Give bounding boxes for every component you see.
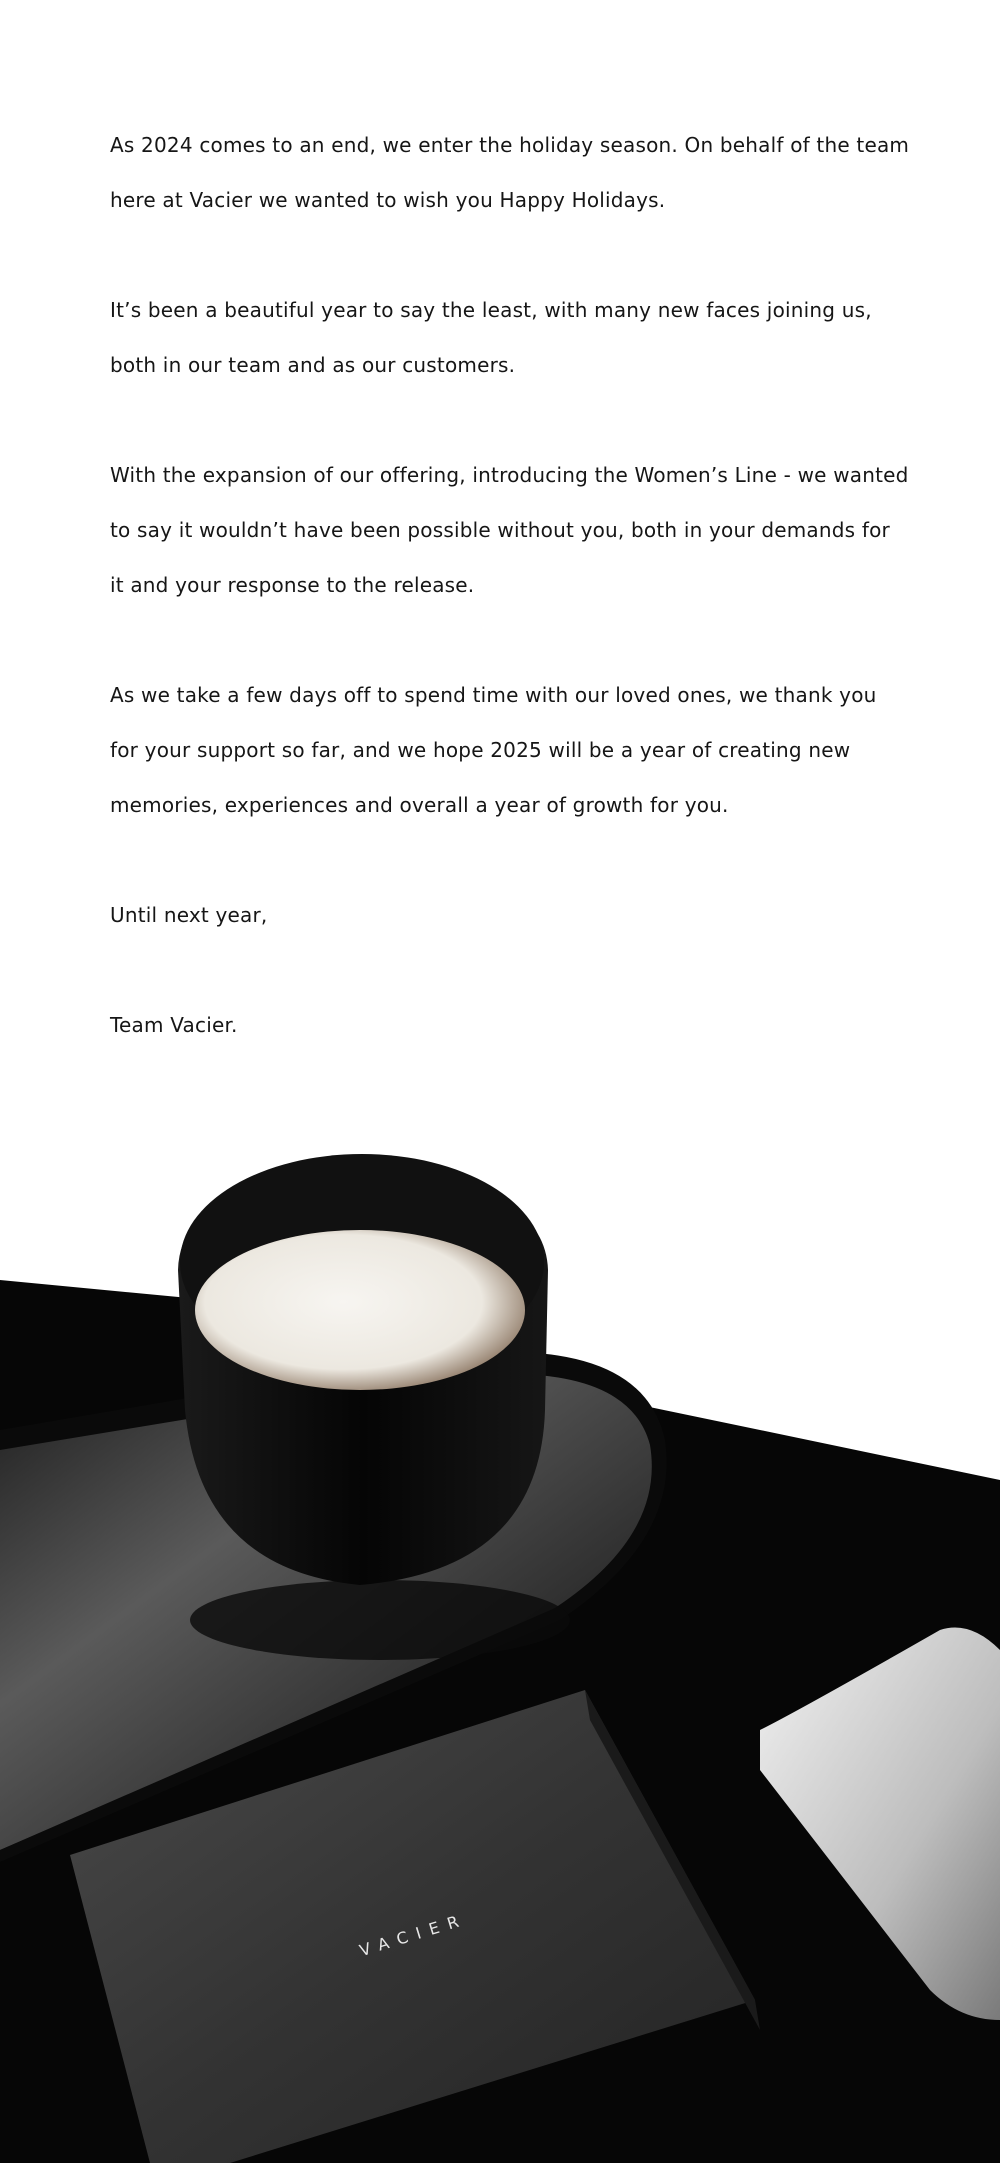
paragraph-thanks: As we take a few days off to spend time with our loved ones, we thank you for your support so far, and we hope 2025 will be a year of creating new memories, experiences and overall a year of growth for you. [110,683,877,817]
cup-shadow-shape [190,1580,570,1660]
paragraph-closing: Until next year, [110,903,268,927]
paragraph-womens-line: With the expansion of our offering, introducing the Women’s Line - we wanted to say it wouldn’t have been possible without you, both in your demands for it and your response to the release. [110,463,909,597]
paragraph-signature: Team Vacier. [110,1013,238,1037]
paragraph-year: It’s been a beautiful year to say the least, with many new faces joining us, both in our team and as our customers. [110,298,872,377]
coffee-foam-shape [195,1230,525,1390]
coffee-product-photo [0,1150,1000,2163]
paragraph-greeting: As 2024 comes to an end, we enter the holiday season. On behalf of the team here at Vacier we wanted to wish you Happy Holidays. [110,133,910,212]
box-brand-text: VACIER [357,1909,470,1961]
letter-body [110,118,910,1108]
